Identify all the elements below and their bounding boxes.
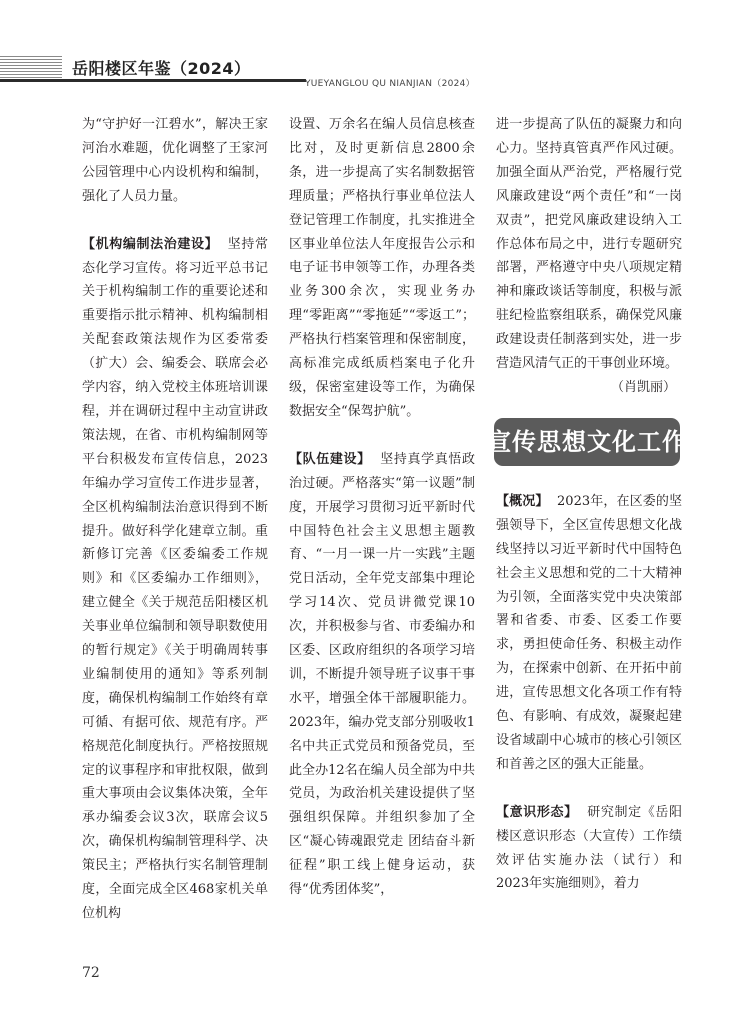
paragraph: 进一步提高了队伍的凝聚力和向心力。坚持真管真严作风过硬。加强全面从严治党，严格履行党风廉政建设“两个责任”和“一岗双责”，把党风廉政建设纳入工作总体布局之中，进行专题研究部署，严格遵守中央八项规定精神和廉政谈话等制度，积极与派驻纪检监察组联系，确保党风廉政建设责任制落到实处，进一步营造风清气正的干事创业环境。 <box>496 117 682 372</box>
paragraph-text: 坚持常态化学习宣传。将习近平总书记关于机构编制工作的重要论述和重要指示批示精神、机构编制相关配套政策法规作为区委常委（扩大）会、编委会、联席会必学内容，纳入党校主体班培训课程，并在调研过程中主动宣讲政策法规，在省、市机构编制网等平台积极发布宣传信息，2023年编办学习宣传工作进步显著，全区机构编制法治意识得到不断提升。做好科学化建章立制。重新修订完善《区委编委工作规则》和《区委编办工作细则》，建立健全《关于规范岳阳楼区机关事业单位编制和领导职数使用的暂行规定》《关于明确周转事业编制使用的通知》等系列制度，确保机构编制工作始终有章可循、有据可依、规范有序。严格规范化制度执行。严格按照规定的议事程序和审批权限，做到重大事项由会议集体决策，全年承办编委会议3次，联席会议5次，确保机构编制管理科学、决策民主；严格执行实名制管理制度，全面完成全区468家机关单位机构 <box>82 236 268 921</box>
paragraph <box>289 448 475 902</box>
paragraph-text: 坚持真学真悟政治过硬。严格落实“第一议题”制度，开展学习贯彻习近平新时代中国特色社会主义思想主题教育、“一月一课一片一实践”主题党日活动，全年党支部集中理论学习14次、党员讲微党课10次，并积极参与省、市委编办和区委、区政府组织的各项学习培训，不断提升领导班子议事干事水平，增强全体干部履职能力。2023年，编办党支部分别吸收1名中共正式党员和预备党员，至此全办12名在编人员全部为中共党员，为政治机关建设提供了坚强组织保障。并组织参加了全区“凝心铸魂跟党走 团结奋斗新征程”职工线上健身运动，获得“优秀团体奖”， <box>289 451 475 898</box>
column-1 <box>82 113 268 926</box>
section-tag: 【队伍建设】 <box>289 451 371 467</box>
paragraph: 为“守护好一江碧水”，解决王家河治水难题，优化调整了王家河公园管理中心内设机构和编制，强化了人员力量。 <box>82 117 268 204</box>
author-credit: （肖凯丽） <box>610 379 676 395</box>
column-2 <box>289 113 475 902</box>
header-rule <box>0 79 306 82</box>
section-tag: 【机构编制法治建设】 <box>82 236 219 252</box>
column-3 <box>487 113 687 896</box>
paragraph <box>82 233 268 926</box>
section-heading-box <box>487 418 687 466</box>
section-tag: 【意识形态】 <box>496 804 578 820</box>
running-header-subtitle: YUEYANGLOU QU NIANJIAN（2024） <box>305 79 475 89</box>
header-decoration-lines <box>0 56 62 78</box>
paragraph <box>496 801 682 897</box>
section-heading: 宣传思想文化工作 <box>487 426 687 456</box>
paragraph: 设置、万余名在编人员信息核查比对，及时更新信息2800余条，进一步提高了实名制数据管理质量；严格执行事业单位法人登记管理工作制度，扎实推进全区事业单位法人年度报告公示和电子证书申领等工作，办理各类业务300余次，实现业务办理“零距离”“零拖延”“零返工”；严格执行档案管理和保密制度，高标准完成纸质档案电子化升级，保密室建设等工作，为确保数据安全“保驾护航”。 <box>289 117 475 419</box>
section-tag: 【概况】 <box>496 493 549 509</box>
page-number: 72 <box>82 965 100 981</box>
paragraph <box>496 490 682 777</box>
running-header-title: 岳阳楼区年鉴（2024） <box>72 59 251 78</box>
paragraph-text: 2023年，在区委的坚强领导下，全区宣传思想文化战线坚持以习近平新时代中国特色社会主义思想和党的二十大精神为引领，全面落实党中央决策部署和省委、市委、区委工作要求，勇担使命任务、积极主动作为，在探索中创新、在开拓中前进，宣传思想文化各项工作有特色、有影响、有成效，凝聚起建设省域副中心城市的核心引领区和首善之区的强大正能量。 <box>496 493 682 772</box>
paragraph-text: 研究制定《岳阳楼区意识形态（大宣传）工作绩效评估实施办法（试行）和2023年实施细则》，着力 <box>496 804 682 892</box>
